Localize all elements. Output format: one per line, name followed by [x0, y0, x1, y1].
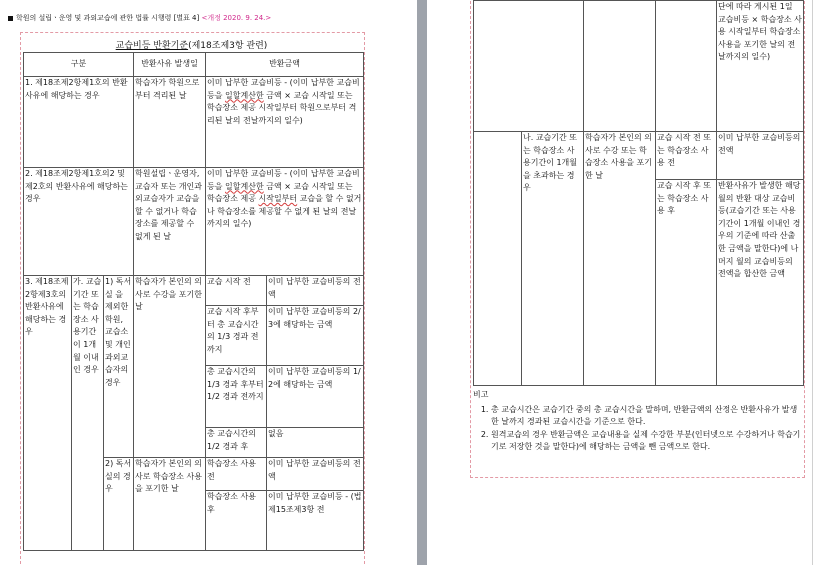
notes-section — [473, 389, 803, 454]
item2-label: 2) 독서실의 경우 — [104, 458, 134, 551]
na-when-2: 교습 시작 후 또는 학습장소 사용 후 — [656, 180, 717, 386]
item1-when-4: 총 교습시간의 1/2 경과 후 — [206, 428, 267, 458]
item2-when-2: 학습장소 사용 후 — [206, 491, 267, 551]
note-item: 2. 원격교습의 경우 반환금액은 교습내용을 실제 수강한 부분(인터넷으로 수강하거나 학습기기로 저장한 것을 말한다)에 해당하는 금액을 뺀 금액으로 한다. — [491, 429, 803, 454]
item2-when-1: 학습장소 사용 전 — [206, 458, 267, 491]
page-title: 교습비등 반환기준(제18조제3항 관련) — [115, 41, 268, 51]
item1-amount-3: 이미 납부한 교습비등의 1/2에 해당하는 금액 — [267, 366, 364, 428]
refund-table — [23, 52, 364, 551]
item1-amount-1: 이미 납부한 교습비등의 전액 — [267, 276, 364, 306]
cont-amount: 단에 따라 게시된 1일 교습비등 × 학습장소 사용 시작일부터 학습장소 사용을 포기한 날의 전날까지의 일수) — [717, 1, 804, 132]
item1-label: 1) 독서실 을 제외한 학원, 교습소 및 개인과외교습자의 경우 — [104, 276, 134, 458]
item1-when-1: 교습 시작 전 — [206, 276, 267, 306]
notes-list — [473, 404, 803, 454]
header-occurrence: 반환사유 발생일 — [134, 53, 206, 77]
row3-sub-na: 나. 교습기간 또는 학습장소 사용기간이 1개월을 초과하는 경우 — [522, 132, 584, 386]
na-amount-1: 이미 납부한 교습비등의 전액 — [717, 132, 804, 180]
refund-table-continued — [473, 0, 804, 386]
item1-amount-2: 이미 납부한 교습비등의 2/3에 해당하는 금액 — [267, 306, 364, 366]
row1-amount: 이미 납부한 교습비등 - (이미 납부한 교습비등을 일할계산한 금액 × 교습 시작일 또는 학습장소 제공 시작일부터 학원으로부터 격리된 날의 전날까지의 일수) — [206, 77, 364, 168]
cont-blank-cat — [474, 132, 522, 386]
row1-category: 1. 제18조제2항제1호의 반환사유에 해당하는 경우 — [24, 77, 134, 168]
cont-blank-occ — [584, 1, 656, 132]
na-when-1: 교습 시작 전 또는 학습장소 사용 전 — [656, 132, 717, 180]
revision-date: <개정 2020. 9. 24.> — [201, 14, 272, 22]
row3-sub-ga: 가. 교습기간 또는 학습장소 사용기간이 1개월 이내인 경우 — [72, 276, 104, 551]
bullet-square-icon — [8, 16, 13, 21]
note-item: 1. 총 교습시간은 교습기간 중의 총 교습시간을 말하며, 반환금액의 산정은 반환사유가 발생한 날까지 경과된 교습시간을 기준으로 한다. — [491, 404, 803, 429]
header-amount: 반환금액 — [206, 53, 364, 77]
cont-blank-left — [474, 1, 584, 132]
document-page-1 — [0, 0, 417, 565]
na-amount-2: 반환사유가 발생한 해당 월의 반환 대상 교습비등(교습기간 또는 사용기간이 1개월 이내인 경우의 기준에 따라 산출한 금액을 말한다)에 나머지 월의 교습비등의 전액을 합산한 금액 — [717, 180, 804, 386]
na-occurrence: 학습자가 본인의 의사로 수강 또는 학습장소 사용을 포기한 날 — [584, 132, 656, 386]
row2-category: 2. 제18조제2항제1호의2 및 제2호의 반환사유에 해당하는 경우 — [24, 168, 134, 276]
item1-occurrence: 학습자가 본인의 의사로 수강을 포기한 날 — [134, 276, 206, 458]
item1-amount-4: 없음 — [267, 428, 364, 458]
row1-occurrence: 학습자가 학원으로부터 격리된 날 — [134, 77, 206, 168]
item2-amount-2: 이미 납부한 교습비등 - (법 제15조제3항 전 — [267, 491, 364, 551]
row2-amount: 이미 납부한 교습비등 - (이미 납부한 교습비등을 일할계산한 금액 × 교습 시작일 또는 학습장소 제공 시작일부터 교습을 할 수 없거나 학습장소를 제공할 수 없게 된 날의 전날까지의 일수) — [206, 168, 364, 276]
item1-when-2: 교습 시작 후부터 총 교습시간의 1/3 경과 전까지 — [206, 306, 267, 366]
page-guide-line — [812, 0, 813, 565]
notes-title: 비고 — [473, 390, 489, 399]
page-gutter — [417, 0, 427, 565]
item2-amount-1: 이미 납부한 교습비등의 전액 — [267, 458, 364, 491]
law-header: 학원의 설립ㆍ운영 및 과외교습에 관한 법률 시행령 [별표 4] <개정 2020. 9. 24.> — [8, 13, 271, 23]
row3-category: 3. 제18조제2항제3호의 반환사유에 해당하는 경우 — [24, 276, 72, 551]
row2-occurrence: 학원설립ㆍ운영자, 교습자 또는 개인과외교습자가 교습을 할 수 없거나 학습장소를 제공할 수 없게 된 날 — [134, 168, 206, 276]
item1-when-3: 총 교습시간의 1/3 경과 후부터 1/2 경과 전까지 — [206, 366, 267, 428]
cont-blank-when — [656, 1, 717, 132]
header-category: 구분 — [24, 53, 134, 77]
item2-occurrence: 학습자가 본인의 의사로 학습장소 사용을 포기한 날 — [134, 458, 206, 551]
